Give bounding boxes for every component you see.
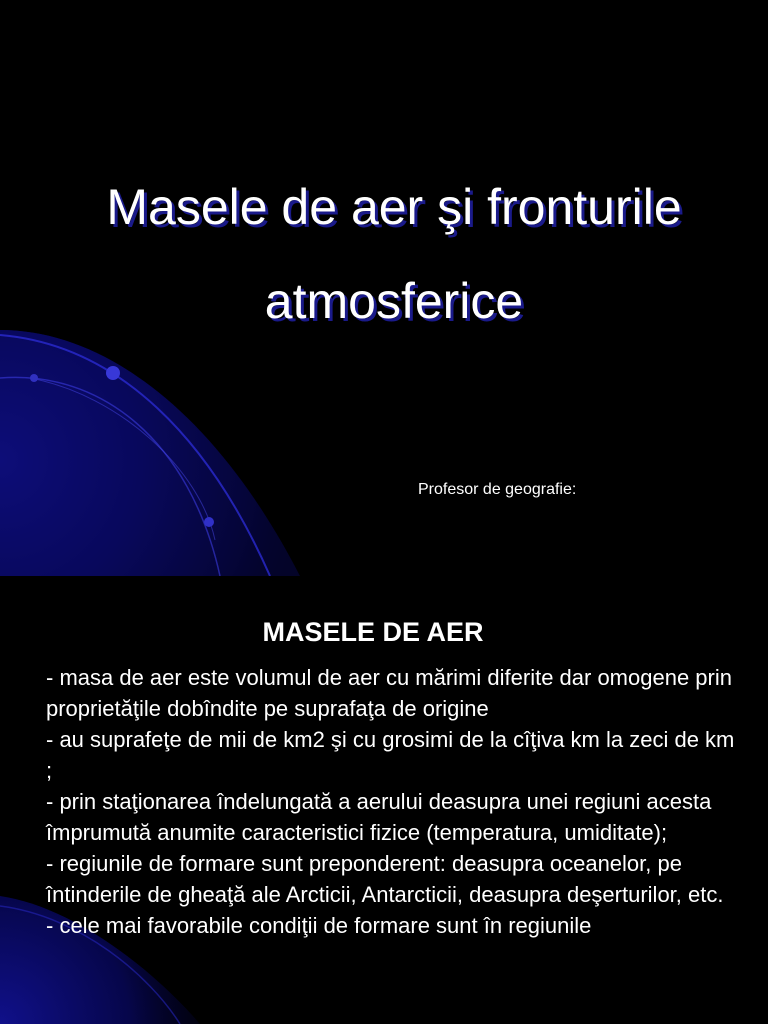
slide-title	[20, 160, 768, 348]
bullet-item: - regiunile de formare sunt preponderent: deasupra oceanelor, pe întinderile de gheaţă ale Arcticii, Antarcticii, deasupra deşerturilor, etc.	[46, 851, 724, 907]
bullet-list	[46, 662, 746, 941]
bullet-item: - au suprafeţe de mii de km2 şi cu grosimi de la cîţiva km la zeci de km ;	[46, 727, 735, 783]
content-slide	[0, 576, 768, 1024]
bullet-item: - masa de aer este volumul de aer cu mărimi diferite dar omogene prin proprietăţile dobîndite pe suprafaţa de origine	[46, 665, 732, 721]
title-line-1: Masele de aer şi fronturile	[106, 179, 682, 235]
slide-heading: MASELE DE AER	[262, 617, 484, 647]
title-line-2: atmosferice	[264, 273, 524, 329]
subtitle: Profesor de geografie:	[418, 481, 577, 498]
bullet-item: - prin staţionarea îndelungată a aerului deasupra unei regiuni acesta împrumută anumite caracteristici fizice (temperatura, umiditate);	[46, 789, 712, 845]
bullet-item: - cele mai favorabile condiţii de formare sunt în regiunile	[46, 913, 592, 938]
